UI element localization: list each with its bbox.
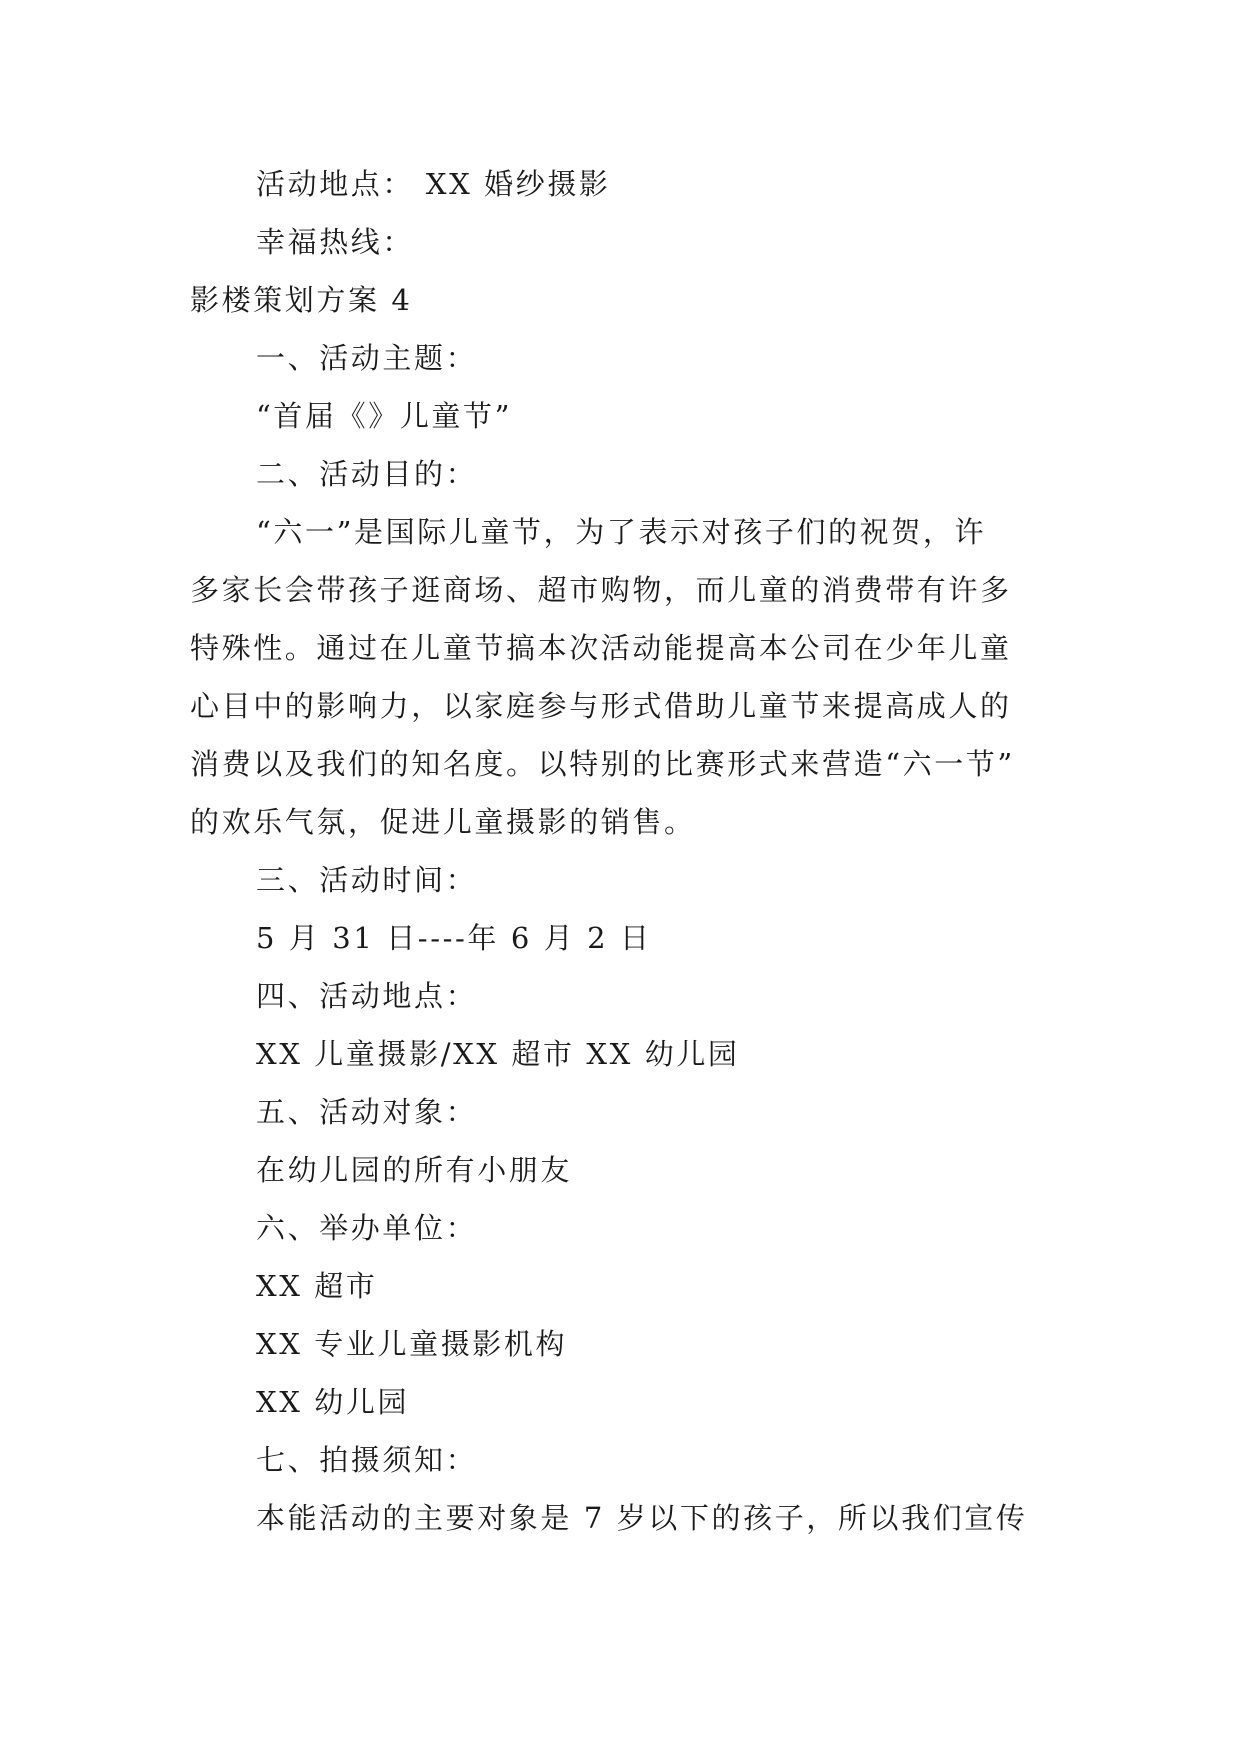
venue-line: 活动地点： XX 婚纱摄影 [256,167,611,201]
paragraph-line: 消费以及我们的知名度。以特别的比赛形式来营造“六一节” [190,747,1015,781]
subheading-location: 四、活动地点： [256,979,478,1013]
paragraph-line: 特殊性。通过在儿童节搞本次活动能提高本公司在少年儿童 [190,631,1012,665]
subheading-organizers: 六、举办单位： [256,1211,478,1245]
organizer-item: XX 超市 [256,1269,378,1303]
subheading-purpose: 二、活动目的： [256,457,478,491]
subheading-theme: 一、活动主题： [256,341,478,375]
paragraph-line: 心目中的影响力，以家庭参与形式借助儿童节来提高成人的 [190,689,1012,723]
subheading-notes: 七、拍摄须知： [256,1443,478,1477]
organizer-item: XX 专业儿童摄影机构 [256,1327,568,1361]
paragraph-line: 多家长会带孩子逛商场、超市购物，而儿童的消费带有许多 [190,573,1012,607]
paragraph-line: 的欢乐气氛，促进儿童摄影的销售。 [190,805,696,839]
hotline-line: 幸福热线： [256,225,415,259]
location-text: XX 儿童摄影/XX 超市 XX 幼儿园 [256,1037,740,1071]
notes-text: 本能活动的主要对象是 7 岁以下的孩子，所以我们宣传 [256,1501,1028,1535]
theme-text: “首届《》儿童节” [256,399,513,433]
paragraph-line: “六一”是国际儿童节，为了表示对孩子们的祝贺，许 [256,515,987,549]
organizer-item: XX 幼儿园 [256,1385,410,1419]
time-text: 5 月 31 日----年 6 月 2 日 [256,921,652,955]
subheading-audience: 五、活动对象： [256,1095,478,1129]
subheading-time: 三、活动时间： [256,863,478,897]
section-heading: 影楼策划方案 4 [190,283,413,317]
audience-text: 在幼儿园的所有小朋友 [256,1153,573,1187]
